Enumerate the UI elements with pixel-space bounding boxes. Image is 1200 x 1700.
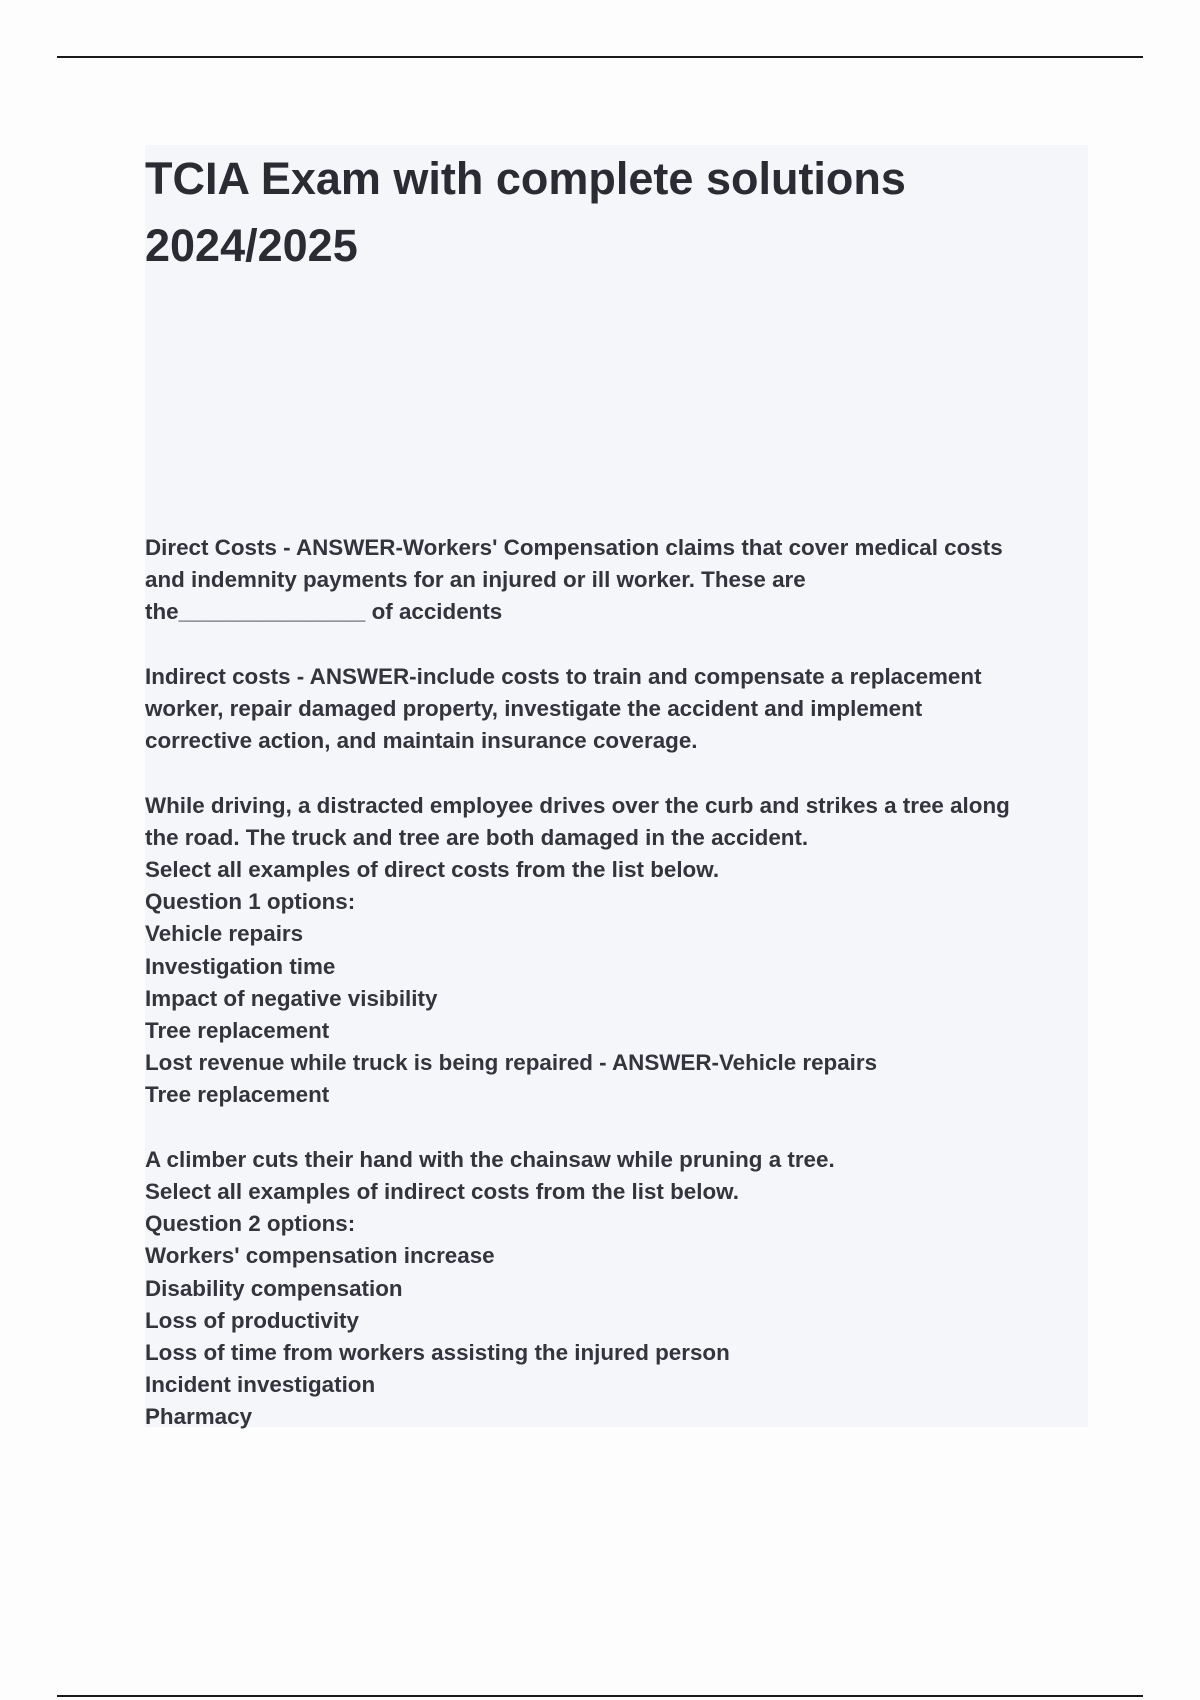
entry-line: Question 2 options: (145, 1211, 356, 1237)
entry-line: and indemnity payments for an injured or ill worker. These are (145, 567, 806, 593)
entry-line: A climber cuts their hand with the chainsaw while pruning a tree. (145, 1146, 835, 1172)
entry-line: Question 1 options: (145, 889, 356, 915)
entry-line: While driving, a distracted employee drives over the curb and strikes a tree along (145, 792, 1010, 818)
qa-list (145, 532, 1088, 1466)
entry-question-2 (145, 1144, 1088, 1434)
entry-line: corrective action, and maintain insurance coverage. (145, 728, 698, 754)
document-title: TCIA Exam with complete solutions 2024/2025 (145, 153, 906, 271)
entry-line: Loss of productivity (145, 1307, 359, 1333)
entry-line: worker, repair damaged property, investigate the accident and implement (145, 696, 923, 721)
entry-line: Tree replacement (145, 1018, 330, 1044)
entry-line: Incident investigation (145, 1372, 376, 1398)
document-body (145, 145, 1088, 1430)
entry-line: Direct Costs - ANSWER-Workers' Compensation claims that cover medical costs (145, 535, 1003, 560)
entry-line: Pharmacy (145, 1404, 253, 1430)
entry-indirect-costs (145, 661, 1088, 758)
entry-line: Disability compensation (145, 1275, 403, 1301)
header-rule (57, 56, 1143, 58)
entry-line: Tree replacement (145, 1082, 330, 1108)
entry-line: Workers' compensation increase (145, 1243, 495, 1269)
entry-line: Loss of time from workers assisting the injured person (145, 1340, 730, 1366)
footer-rule (57, 1695, 1143, 1697)
entry-line: Select all examples of indirect costs from the list below. (145, 1179, 739, 1205)
entry-line: Vehicle repairs (145, 921, 304, 947)
entry-line: the_______________ of accidents (145, 599, 503, 625)
entry-line: the road. The truck and tree are both damaged in the accident. (145, 824, 809, 850)
entry-line: Lost revenue while truck is being repaired - ANSWER-Vehicle repairs (145, 1050, 878, 1076)
entry-direct-costs (145, 532, 1088, 629)
entry-question-1 (145, 790, 1088, 1112)
entry-line: Investigation time (145, 953, 336, 979)
entry-line: Indirect costs - ANSWER-include costs to train and compensate a replacement (145, 663, 982, 689)
entry-line: Select all examples of direct costs from the list below. (145, 857, 720, 882)
entry-line: Impact of negative visibility (145, 985, 438, 1011)
